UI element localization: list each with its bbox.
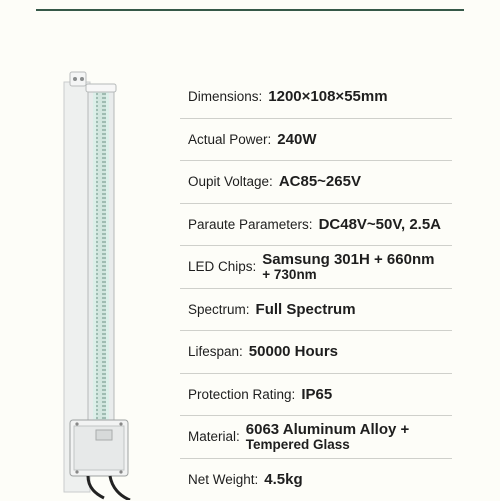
- spec-label: Oupit Voltage:: [188, 174, 273, 189]
- spec-row-lifespan: [180, 331, 452, 374]
- spec-row-actual-power: [180, 119, 452, 162]
- spec-value: Full Spectrum: [256, 302, 356, 317]
- spec-label: Material:: [188, 429, 240, 444]
- top-divider: [36, 0, 464, 11]
- spec-value-line1: 6063 Aluminum Alloy +: [246, 421, 410, 438]
- spec-value: AC85~265V: [279, 174, 361, 189]
- spec-row-protection-rating: [180, 374, 452, 417]
- spec-label: Dimensions:: [188, 89, 262, 104]
- spec-value: 1200×108×55mm: [268, 89, 387, 104]
- spec-value: 50000 Hours: [249, 344, 338, 359]
- spec-row-parameters: [180, 204, 452, 247]
- spec-row-spectrum: [180, 289, 452, 332]
- spec-row-dimensions: [180, 76, 452, 119]
- spec-label: Paraute Parameters:: [188, 217, 313, 232]
- spec-value: 4.5kg: [264, 472, 302, 487]
- spec-label: LED Chips:: [188, 259, 256, 274]
- spec-value: DC48V~50V, 2.5A: [319, 217, 441, 232]
- spec-label: Lifespan:: [188, 344, 243, 359]
- spec-row-led-chips: [180, 246, 452, 289]
- spec-value-line2: Tempered Glass: [246, 437, 436, 452]
- spec-label: Protection Rating:: [188, 387, 295, 402]
- spec-row-material: [180, 416, 452, 459]
- spec-value-line2: + 730nm: [262, 267, 452, 282]
- spec-label: Spectrum:: [188, 302, 250, 317]
- spec-row-output-voltage: [180, 161, 452, 204]
- spec-label: Net Weight:: [188, 472, 258, 487]
- spec-value: IP65: [301, 387, 332, 402]
- spec-value: [246, 422, 436, 452]
- spec-label: Actual Power:: [188, 132, 271, 147]
- spec-row-net-weight: [180, 459, 452, 501]
- spec-value-line1: Samsung 301H + 660nm: [262, 251, 434, 268]
- grow-light-bar-image: [60, 68, 170, 500]
- spec-value: 240W: [277, 132, 316, 147]
- spec-value: [262, 252, 452, 282]
- spec-list: [180, 76, 452, 501]
